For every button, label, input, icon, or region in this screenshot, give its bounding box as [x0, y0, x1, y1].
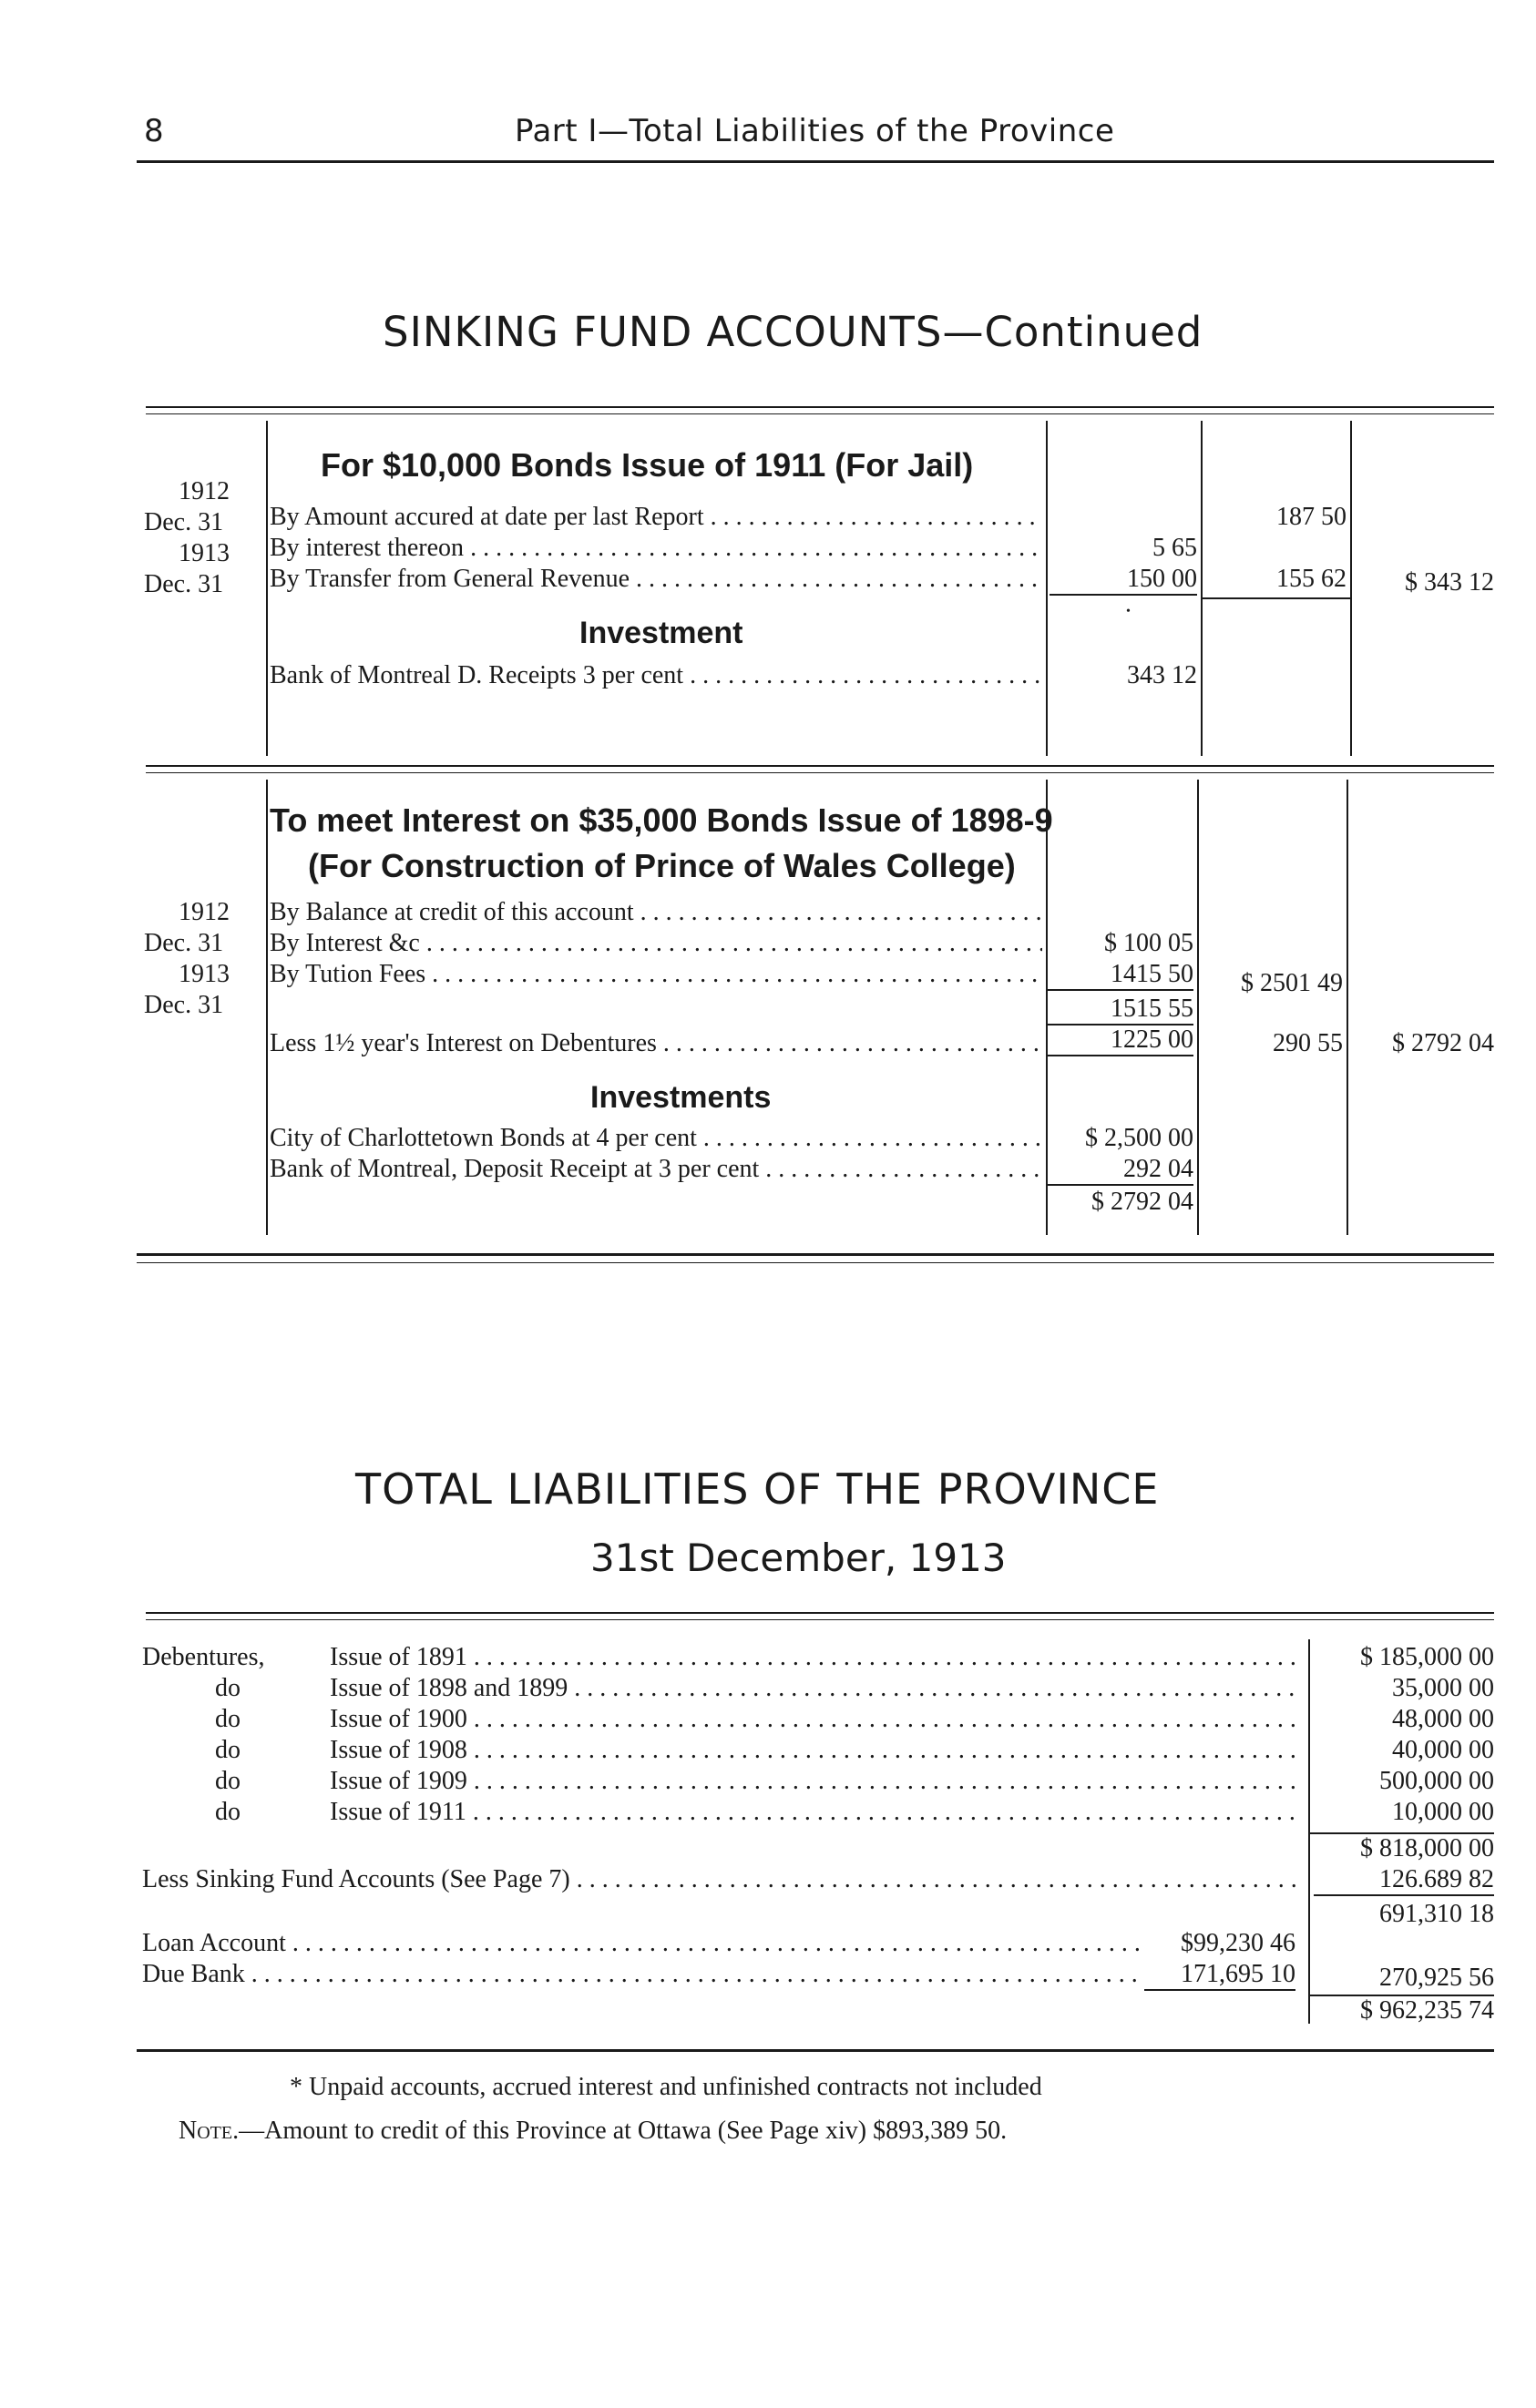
- jail-investment-label: Bank of Montreal D. Receipts 3 per cent . . .: [270, 661, 1042, 690]
- jail-investment-heading: Investment: [579, 616, 743, 650]
- header-rule: [137, 160, 1494, 163]
- college-date: 1913: [179, 960, 230, 988]
- debenture-issue: Issue of 1908 . . .: [330, 1736, 1303, 1765]
- liabilities-rule-top-2: [146, 1619, 1494, 1620]
- debenture-amount: 35,000 00: [1392, 1674, 1494, 1702]
- col-line-3: [1201, 421, 1203, 756]
- section-rule-bottom-2: [137, 1262, 1494, 1263]
- college-col4-total: $ 2792 04: [1392, 1029, 1494, 1057]
- jail-date: Dec. 31: [144, 570, 224, 598]
- jail-col3-value: 187 50: [1276, 503, 1347, 531]
- col-line-2: [1046, 421, 1048, 756]
- sinking-fund-title: SINKING FUND ACCOUNTS—Continued: [383, 308, 1203, 356]
- section-rule-top: [146, 406, 1494, 408]
- debenture-amount: $ 185,000 00: [1360, 1643, 1494, 1671]
- jail-row-label: By Amount accured at date per last Report . . .: [270, 503, 1042, 532]
- amount-col-line: [1308, 1639, 1310, 2024]
- jail-date: 1913: [179, 539, 230, 567]
- page-number: 8: [144, 113, 164, 149]
- col-line-1: [266, 421, 268, 756]
- debenture-label: do: [215, 1767, 241, 1795]
- college-investments-heading: Investments: [590, 1080, 772, 1115]
- college-investment-value: $ 2,500 00: [1085, 1124, 1193, 1152]
- debenture-issue: Issue of 1900 . . .: [330, 1705, 1303, 1734]
- col-line-1: [266, 780, 268, 1235]
- debenture-issue: Issue of 1891 . . .: [330, 1643, 1303, 1672]
- jail-investment-value: 343 12: [1127, 661, 1197, 689]
- college-heading-2: (For Construction of Prince of Wales College): [308, 847, 1016, 884]
- section-rule-mid: [146, 765, 1494, 767]
- college-row-label: By Balance at credit of this account . . .: [270, 898, 1042, 927]
- debenture-issue: Issue of 1898 and 1899 . . .: [330, 1674, 1303, 1703]
- jail-row-label: By interest thereon . . .: [270, 534, 1042, 563]
- liabilities-subtitle: 31st December, 1913: [590, 1536, 1007, 1580]
- jail-date: Dec. 31: [144, 508, 224, 536]
- college-row-label: Less 1½ year's Interest on Debentures . . .: [270, 1029, 1042, 1058]
- note-prefix: Note.: [179, 2117, 240, 2145]
- debenture-label: do: [215, 1798, 241, 1826]
- debenture-label: do: [215, 1705, 241, 1733]
- jail-col2-value: 5 65: [1152, 534, 1197, 562]
- debenture-amount: 10,000 00: [1392, 1798, 1494, 1826]
- jail-col3-rule: [1201, 597, 1350, 599]
- subtotal-rule: [1308, 1832, 1494, 1834]
- debenture-label: Debentures,: [142, 1643, 265, 1671]
- debenture-issue: Issue of 1909 . . .: [330, 1767, 1303, 1796]
- college-col3-value: 290 55: [1273, 1029, 1343, 1057]
- subtotal-amount: $ 818,000 00: [1360, 1834, 1494, 1862]
- loan-account-label: Loan Account . . .: [142, 1929, 1144, 1958]
- running-title: Part I—Total Liabilities of the Province: [515, 113, 1115, 149]
- college-date: Dec. 31: [144, 991, 224, 1019]
- college-col2-value: 1225 00: [1048, 1025, 1193, 1056]
- debenture-issue: Issue of 1911 . . .: [330, 1798, 1303, 1827]
- liabilities-rule-bottom: [137, 2049, 1494, 2052]
- section-rule-mid-2: [146, 772, 1494, 773]
- col-line-4: [1347, 780, 1348, 1235]
- debenture-label: do: [215, 1674, 241, 1702]
- college-row-label: By Tution Fees . . .: [270, 960, 1042, 989]
- college-row-label: By Interest &c . . .: [270, 929, 1042, 958]
- less-sinking-label: Less Sinking Fund Accounts (See Page 7) . . .: [142, 1865, 1303, 1894]
- jail-heading: For $10,000 Bonds Issue of 1911 (For Jail): [321, 446, 974, 484]
- net-amount: 691,310 18: [1379, 1900, 1494, 1928]
- note-text: —Amount to credit of this Province at Ottawa (See Page xiv) $893,389 50.: [239, 2117, 1008, 2145]
- due-total-amount: 270,925 56: [1379, 1964, 1494, 1992]
- jail-dot-mark: •: [1126, 605, 1131, 618]
- liabilities-rule-top: [146, 1612, 1494, 1614]
- less-sinking-amount: 126.689 82: [1314, 1865, 1494, 1896]
- ottawa-note: [179, 2117, 1007, 2146]
- due-bank-amount: 171,695 10: [1144, 1960, 1295, 1991]
- debenture-label: do: [215, 1736, 241, 1764]
- col-line-4: [1350, 421, 1352, 756]
- jail-row-label: By Transfer from General Revenue . . .: [270, 565, 1042, 594]
- college-date: Dec. 31: [144, 929, 224, 957]
- college-col3-value: $ 2501 49: [1241, 969, 1343, 997]
- jail-col2-value: 150 00: [1050, 565, 1197, 596]
- college-date: 1912: [179, 898, 230, 926]
- debenture-amount: 500,000 00: [1379, 1767, 1494, 1795]
- jail-date: 1912: [179, 477, 230, 505]
- liabilities-title: TOTAL LIABILITIES OF THE PROVINCE: [355, 1464, 1160, 1514]
- college-investment-value: 292 04: [1048, 1155, 1193, 1186]
- section-rule-top-2: [146, 413, 1494, 414]
- college-investment-total: $ 2792 04: [1091, 1188, 1193, 1216]
- grand-total-amount: $ 962,235 74: [1360, 1996, 1494, 2025]
- college-heading-1: To meet Interest on $35,000 Bonds Issue of 1898-9: [270, 801, 1053, 839]
- section-rule-bottom: [137, 1253, 1494, 1256]
- col-line-3: [1197, 780, 1199, 1235]
- college-col2-value: $ 100 05: [1104, 929, 1193, 957]
- college-investment-label: Bank of Montreal, Deposit Receipt at 3 per cent . . .: [270, 1155, 1042, 1184]
- loan-account-amount: $99,230 46: [1181, 1929, 1295, 1957]
- debenture-amount: 40,000 00: [1392, 1736, 1494, 1764]
- college-col2-value: 1515 55: [1048, 995, 1193, 1025]
- jail-col3-value: 155 62: [1276, 565, 1347, 593]
- due-bank-label: Due Bank . . .: [142, 1960, 1144, 1989]
- college-investment-label: City of Charlottetown Bonds at 4 per cent . . .: [270, 1124, 1042, 1153]
- debenture-amount: 48,000 00: [1392, 1705, 1494, 1733]
- college-col2-value: 1415 50: [1048, 960, 1193, 991]
- jail-col4-total: $ 343 12: [1405, 568, 1494, 597]
- footnote: * Unpaid accounts, accrued interest and unfinished contracts not included: [290, 2073, 1042, 2101]
